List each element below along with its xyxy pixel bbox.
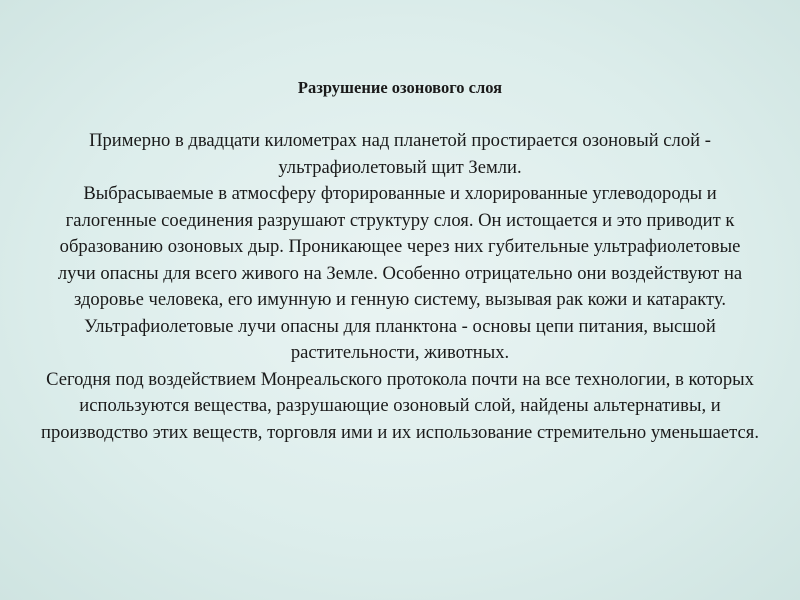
paragraph-intro: Примерно в двадцати километрах над планетой простирается озоновый слой - ультрафиолетовый щит Земли.: [89, 130, 711, 178]
paragraph-causes: Выбрасываемые в атмосферу фторированные и хлорированные углеводороды и галогенные соединения разрушают структуру слоя. Он истощается и это приводит к образованию озоновых дыр. Проникающее через них губительные ультрафиолетовые лучи опасны для всего живого на Земле. Особенно отрицательно они воздействуют на здоровье человека, его имунную и генную систему, вызывая рак кожи и катаракту. Ультрафиолетовые лучи опасны для планктона - основы цепи питания, высшой растительности, животных.: [57, 183, 743, 363]
paragraph-solutions: Сегодня под воздействием Монреальского протокола почти на все технологии, в которых используются вещества, разрушающие озоновый слой, найдены альтернативы, и производство этих веществ, торговля ими и их использование стремительно уменьшается.: [41, 368, 759, 443]
slide-title: Разрушение озонового слоя: [297, 78, 503, 97]
slide-body: [40, 128, 760, 446]
